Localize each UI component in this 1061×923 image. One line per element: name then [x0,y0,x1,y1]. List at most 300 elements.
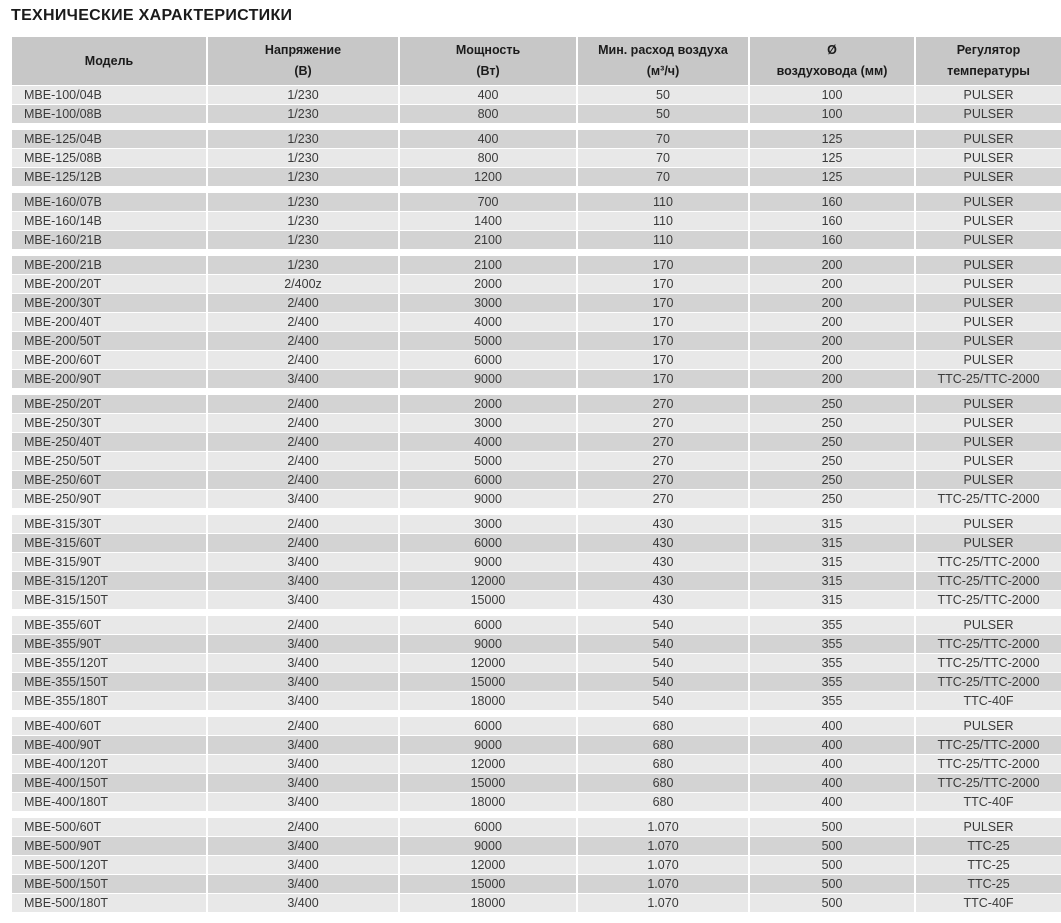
cell-airflow: 110 [578,231,748,249]
cell-voltage: 1/230 [208,168,398,186]
table-row [12,313,1061,331]
cell-power: 2000 [400,395,576,413]
cell-voltage: 2/400 [208,452,398,470]
column-header-line: (м³/ч) [646,64,680,78]
cell-model: MBE-355/180T [12,692,206,710]
group-separator-cell [12,389,1061,394]
cell-regulator: PULSER [916,168,1061,186]
table-row [12,894,1061,912]
cell-airflow: 270 [578,471,748,489]
cell-power: 9000 [400,490,576,508]
cell-airflow: 170 [578,370,748,388]
cell-diameter: 125 [750,168,914,186]
cell-power: 18000 [400,793,576,811]
cell-model: MBE-125/08B [12,149,206,167]
cell-voltage: 3/400 [208,774,398,792]
cell-model: MBE-500/60T [12,818,206,836]
cell-diameter: 315 [750,534,914,552]
cell-voltage: 1/230 [208,212,398,230]
table-row [12,635,1061,653]
cell-regulator: PULSER [916,149,1061,167]
cell-voltage: 1/230 [208,193,398,211]
table-row [12,692,1061,710]
cell-model: MBE-125/12B [12,168,206,186]
cell-airflow: 1.070 [578,856,748,874]
cell-power: 9000 [400,736,576,754]
cell-power: 6000 [400,818,576,836]
cell-airflow: 430 [578,591,748,609]
cell-model: MBE-250/30T [12,414,206,432]
cell-model: MBE-500/120T [12,856,206,874]
cell-voltage: 3/400 [208,856,398,874]
table-row [12,452,1061,470]
table-row [12,755,1061,773]
cell-diameter: 160 [750,193,914,211]
cell-regulator: PULSER [916,717,1061,735]
cell-voltage: 2/400 [208,332,398,350]
cell-diameter: 315 [750,591,914,609]
cell-diameter: 100 [750,105,914,123]
group-separator-cell [12,812,1061,817]
cell-voltage: 1/230 [208,149,398,167]
cell-power: 3000 [400,294,576,312]
table-row [12,553,1061,571]
cell-power: 9000 [400,837,576,855]
column-header-voltage [208,37,398,85]
table-row [12,837,1061,855]
cell-power: 800 [400,149,576,167]
table-row [12,332,1061,350]
table-row [12,793,1061,811]
cell-regulator: PULSER [916,294,1061,312]
cell-voltage: 2/400 [208,351,398,369]
cell-voltage: 3/400 [208,755,398,773]
cell-diameter: 315 [750,572,914,590]
column-header-line: (Вт) [476,64,500,78]
column-header-line: Регулятор [956,43,1021,58]
column-header-line: Модель [84,53,134,68]
cell-airflow: 270 [578,433,748,451]
table-row [12,673,1061,691]
column-header-airflow [578,37,748,85]
cell-power: 6000 [400,351,576,369]
column-header-line: Напряжение [264,43,342,58]
cell-model: MBE-200/90T [12,370,206,388]
cell-diameter: 200 [750,332,914,350]
cell-power: 6000 [400,616,576,634]
cell-diameter: 160 [750,231,914,249]
cell-voltage: 3/400 [208,894,398,912]
cell-voltage: 1/230 [208,130,398,148]
cell-diameter: 200 [750,313,914,331]
cell-airflow: 680 [578,774,748,792]
cell-voltage: 1/230 [208,86,398,104]
cell-diameter: 200 [750,275,914,293]
table-header-row [12,37,1061,85]
cell-voltage: 3/400 [208,654,398,672]
group-separator [12,509,1061,514]
cell-power: 800 [400,105,576,123]
column-header-line: воздуховода (мм) [776,64,888,78]
cell-regulator: PULSER [916,351,1061,369]
cell-power: 1200 [400,168,576,186]
cell-regulator: PULSER [916,332,1061,350]
table-row [12,149,1061,167]
cell-model: MBE-200/40T [12,313,206,331]
cell-diameter: 500 [750,837,914,855]
column-header-line: Мин. расход воздуха [598,43,728,58]
cell-model: MBE-250/60T [12,471,206,489]
cell-airflow: 70 [578,168,748,186]
cell-diameter: 100 [750,86,914,104]
cell-voltage: 2/400 [208,616,398,634]
cell-model: MBE-355/150T [12,673,206,691]
cell-airflow: 540 [578,692,748,710]
cell-regulator: PULSER [916,616,1061,634]
cell-power: 4000 [400,313,576,331]
cell-model: MBE-400/180T [12,793,206,811]
cell-diameter: 200 [750,294,914,312]
cell-voltage: 3/400 [208,572,398,590]
cell-voltage: 3/400 [208,553,398,571]
cell-regulator: PULSER [916,818,1061,836]
cell-diameter: 125 [750,149,914,167]
cell-airflow: 430 [578,572,748,590]
cell-airflow: 680 [578,736,748,754]
table-row [12,414,1061,432]
table-row [12,515,1061,533]
cell-regulator: TTC-40F [916,793,1061,811]
cell-regulator: TTC-25/TTC-2000 [916,736,1061,754]
cell-model: MBE-200/60T [12,351,206,369]
cell-regulator: TTC-25/TTC-2000 [916,490,1061,508]
cell-airflow: 270 [578,414,748,432]
cell-diameter: 355 [750,635,914,653]
cell-voltage: 3/400 [208,692,398,710]
cell-model: MBE-315/60T [12,534,206,552]
cell-power: 9000 [400,635,576,653]
cell-power: 18000 [400,692,576,710]
cell-model: MBE-315/120T [12,572,206,590]
column-header-line: Ø [827,43,837,58]
cell-airflow: 430 [578,534,748,552]
table-row [12,256,1061,274]
cell-power: 9000 [400,370,576,388]
group-separator [12,812,1061,817]
cell-model: MBE-315/150T [12,591,206,609]
cell-airflow: 170 [578,256,748,274]
cell-voltage: 3/400 [208,490,398,508]
cell-regulator: PULSER [916,395,1061,413]
table-row [12,717,1061,735]
cell-airflow: 170 [578,294,748,312]
cell-power: 5000 [400,332,576,350]
cell-regulator: TTC-25/TTC-2000 [916,591,1061,609]
cell-airflow: 540 [578,635,748,653]
cell-voltage: 2/400 [208,471,398,489]
cell-model: MBE-500/180T [12,894,206,912]
cell-power: 3000 [400,515,576,533]
cell-diameter: 200 [750,370,914,388]
group-separator [12,610,1061,615]
cell-diameter: 250 [750,452,914,470]
cell-regulator: PULSER [916,452,1061,470]
cell-model: MBE-400/90T [12,736,206,754]
cell-model: MBE-500/90T [12,837,206,855]
cell-diameter: 250 [750,395,914,413]
table-row [12,591,1061,609]
page-title: ТЕХНИЧЕСКИЕ ХАРАКТЕРИСТИКИ [11,7,293,24]
cell-voltage: 3/400 [208,793,398,811]
cell-voltage: 3/400 [208,370,398,388]
cell-diameter: 160 [750,212,914,230]
cell-diameter: 355 [750,616,914,634]
cell-power: 9000 [400,553,576,571]
cell-voltage: 2/400 [208,395,398,413]
cell-diameter: 200 [750,351,914,369]
table-row [12,818,1061,836]
cell-diameter: 250 [750,433,914,451]
cell-voltage: 2/400 [208,818,398,836]
table-row [12,231,1061,249]
cell-power: 400 [400,130,576,148]
table-row [12,130,1061,148]
cell-voltage: 2/400 [208,534,398,552]
cell-regulator: TTC-40F [916,692,1061,710]
table-row [12,572,1061,590]
cell-voltage: 3/400 [208,635,398,653]
cell-regulator: TTC-25/TTC-2000 [916,370,1061,388]
cell-power: 6000 [400,534,576,552]
cell-airflow: 170 [578,332,748,350]
group-separator-cell [12,711,1061,716]
cell-diameter: 400 [750,755,914,773]
cell-airflow: 270 [578,395,748,413]
cell-power: 6000 [400,717,576,735]
cell-regulator: TTC-25 [916,875,1061,893]
cell-diameter: 250 [750,414,914,432]
table-row [12,471,1061,489]
column-header-line: температуры [947,64,1030,78]
cell-power: 1400 [400,212,576,230]
table-row [12,395,1061,413]
cell-model: MBE-355/120T [12,654,206,672]
cell-model: MBE-100/04B [12,86,206,104]
group-separator [12,711,1061,716]
cell-power: 18000 [400,894,576,912]
cell-model: MBE-500/150T [12,875,206,893]
cell-power: 5000 [400,452,576,470]
cell-airflow: 430 [578,553,748,571]
cell-voltage: 3/400 [208,591,398,609]
cell-airflow: 110 [578,212,748,230]
cell-airflow: 50 [578,105,748,123]
cell-regulator: PULSER [916,313,1061,331]
column-header-regulator [916,37,1061,85]
column-header-line: Мощность [455,43,521,58]
column-header-power [400,37,576,85]
cell-diameter: 400 [750,774,914,792]
cell-regulator: PULSER [916,534,1061,552]
cell-power: 15000 [400,774,576,792]
table-row [12,275,1061,293]
cell-power: 12000 [400,856,576,874]
cell-diameter: 500 [750,875,914,893]
cell-diameter: 355 [750,692,914,710]
group-separator [12,389,1061,394]
column-header-model [12,37,206,85]
cell-model: MBE-160/07B [12,193,206,211]
cell-diameter: 125 [750,130,914,148]
group-separator-cell [12,610,1061,615]
cell-diameter: 400 [750,736,914,754]
cell-model: MBE-315/30T [12,515,206,533]
cell-model: MBE-355/90T [12,635,206,653]
cell-voltage: 2/400 [208,515,398,533]
cell-diameter: 400 [750,793,914,811]
table-row [12,433,1061,451]
table-row [12,294,1061,312]
cell-model: MBE-200/50T [12,332,206,350]
cell-model: MBE-250/50T [12,452,206,470]
cell-model: MBE-400/150T [12,774,206,792]
cell-power: 12000 [400,572,576,590]
cell-model: MBE-400/120T [12,755,206,773]
cell-voltage: 2/400 [208,294,398,312]
table-row [12,212,1061,230]
cell-airflow: 680 [578,793,748,811]
cell-airflow: 1.070 [578,875,748,893]
cell-diameter: 355 [750,673,914,691]
specs-table [10,36,1061,913]
cell-regulator: PULSER [916,433,1061,451]
cell-voltage: 1/230 [208,105,398,123]
cell-power: 12000 [400,654,576,672]
cell-airflow: 1.070 [578,837,748,855]
group-separator [12,250,1061,255]
cell-model: MBE-200/30T [12,294,206,312]
cell-voltage: 2/400z [208,275,398,293]
cell-power: 700 [400,193,576,211]
table-row [12,534,1061,552]
cell-regulator: TTC-25/TTC-2000 [916,572,1061,590]
table-row [12,616,1061,634]
cell-airflow: 680 [578,755,748,773]
cell-model: MBE-355/60T [12,616,206,634]
cell-regulator: PULSER [916,212,1061,230]
cell-regulator: TTC-25/TTC-2000 [916,673,1061,691]
cell-airflow: 70 [578,149,748,167]
group-separator-cell [12,509,1061,514]
column-header-diameter [750,37,914,85]
column-header-line: (В) [294,64,312,78]
cell-regulator: PULSER [916,414,1061,432]
cell-power: 2000 [400,275,576,293]
cell-power: 2100 [400,231,576,249]
table-row [12,86,1061,104]
cell-regulator: TTC-25/TTC-2000 [916,774,1061,792]
cell-diameter: 500 [750,856,914,874]
cell-airflow: 1.070 [578,818,748,836]
cell-voltage: 3/400 [208,673,398,691]
cell-diameter: 355 [750,654,914,672]
group-separator-cell [12,250,1061,255]
cell-diameter: 400 [750,717,914,735]
cell-regulator: TTC-25/TTC-2000 [916,654,1061,672]
cell-airflow: 540 [578,616,748,634]
table-row [12,168,1061,186]
table-body [12,86,1061,912]
cell-model: MBE-250/90T [12,490,206,508]
cell-power: 15000 [400,673,576,691]
group-separator [12,124,1061,129]
cell-power: 2100 [400,256,576,274]
table-row [12,856,1061,874]
cell-regulator: PULSER [916,275,1061,293]
cell-model: MBE-200/21B [12,256,206,274]
cell-regulator: PULSER [916,231,1061,249]
cell-voltage: 2/400 [208,433,398,451]
cell-voltage: 2/400 [208,313,398,331]
cell-power: 15000 [400,591,576,609]
table-row [12,875,1061,893]
cell-model: MBE-200/20T [12,275,206,293]
cell-airflow: 680 [578,717,748,735]
cell-regulator: TTC-25 [916,837,1061,855]
cell-model: MBE-125/04B [12,130,206,148]
cell-regulator: TTC-25/TTC-2000 [916,755,1061,773]
cell-diameter: 200 [750,256,914,274]
cell-regulator: PULSER [916,515,1061,533]
cell-regulator: PULSER [916,256,1061,274]
table-header [12,37,1061,85]
cell-model: MBE-250/20T [12,395,206,413]
table-row [12,736,1061,754]
table-row [12,105,1061,123]
cell-airflow: 170 [578,351,748,369]
cell-regulator: PULSER [916,105,1061,123]
group-separator-cell [12,187,1061,192]
table-row [12,370,1061,388]
cell-regulator: TTC-25 [916,856,1061,874]
cell-airflow: 50 [578,86,748,104]
table-row [12,654,1061,672]
cell-airflow: 270 [578,490,748,508]
cell-model: MBE-315/90T [12,553,206,571]
cell-airflow: 270 [578,452,748,470]
cell-regulator: TTC-40F [916,894,1061,912]
cell-regulator: TTC-25/TTC-2000 [916,635,1061,653]
cell-model: MBE-160/14B [12,212,206,230]
cell-voltage: 3/400 [208,837,398,855]
table-row [12,490,1061,508]
cell-model: MBE-250/40T [12,433,206,451]
cell-diameter: 315 [750,515,914,533]
cell-airflow: 170 [578,313,748,331]
cell-model: MBE-160/21B [12,231,206,249]
cell-diameter: 250 [750,490,914,508]
cell-airflow: 170 [578,275,748,293]
cell-diameter: 500 [750,818,914,836]
cell-diameter: 250 [750,471,914,489]
cell-airflow: 540 [578,673,748,691]
table-row [12,351,1061,369]
group-separator [12,187,1061,192]
group-separator-cell [12,124,1061,129]
cell-power: 4000 [400,433,576,451]
cell-power: 400 [400,86,576,104]
cell-diameter: 500 [750,894,914,912]
